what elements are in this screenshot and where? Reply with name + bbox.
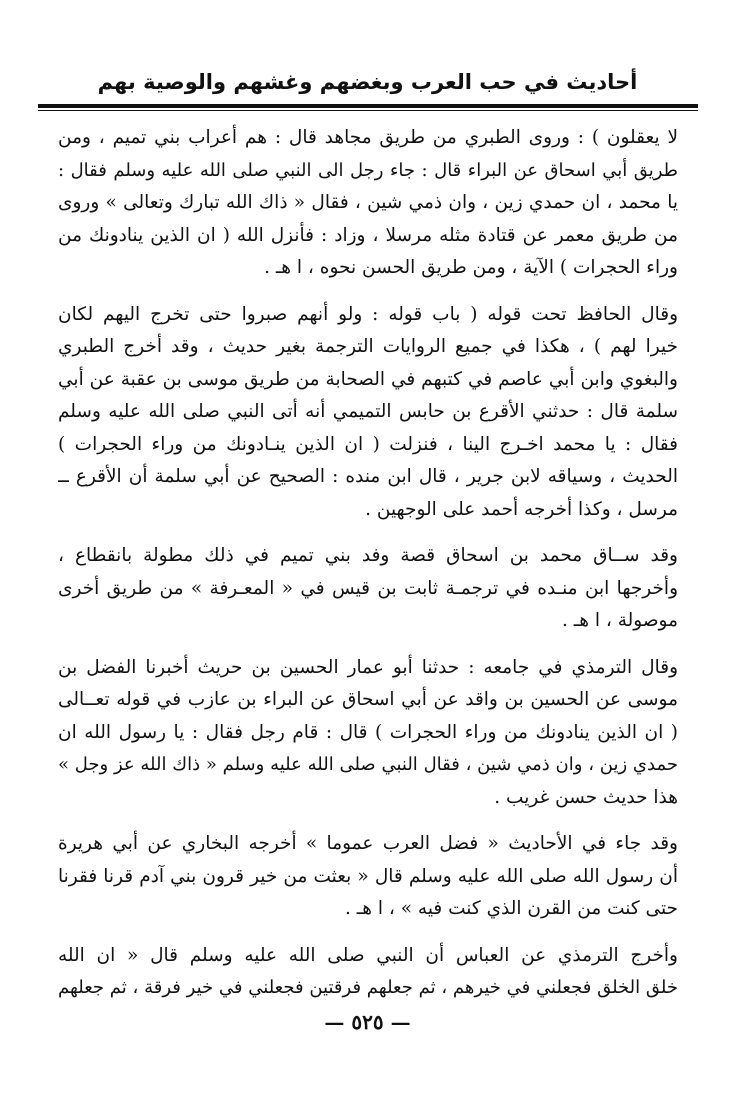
text-line: طريق أبي اسحاق عن البراء قال : جاء رجل الى النبي صلى الله عليه وسلم فقال : [58, 159, 678, 181]
text-line: وقد ســاق محمد بن اسحاق قصة وفد بني تميم في ذلك مطولة بانقطاع ، [58, 545, 678, 566]
text-line: الحديث ، وسياقه لابن جرير ، قال ابن منده : الصحيح عن أبي سلمة أن الأقرع ــ [58, 466, 678, 487]
header-rule [38, 104, 698, 108]
body-text [58, 122, 678, 1019]
text-line: خلق الخلق فجعلني في خيرهم ، ثم جعلهم فرقتين فجعلني في خير فرقة ، ثم جعلهم [58, 977, 678, 998]
text-line: وأخرج الترمذي عن العباس أن النبي صلى الله عليه وسلم قال « ان الله [58, 944, 678, 966]
text-line: فقال : يا محمد اخـرج الينا ، فنزلت ( ان الذين ينـادونك من وراء الحجرات ) [58, 433, 678, 455]
running-header: أحاديث في حب العرب وبغضهم وغشهم والوصية بهم [97, 70, 638, 94]
paragraph [58, 652, 678, 815]
text-line: أن رسول الله صلى الله عليه وسلم قال « بعثت من خير قرون بني آدم قرنا فقرنا [58, 865, 678, 887]
text-line: مرسل ، وكذا أخرجه أحمد على الوجهين . [365, 498, 678, 520]
text-line: وقد جاء في الأحاديث « فضل العرب عموما » أخرجه البخاري عن أبي هريرة [58, 833, 678, 854]
text-line: هذا حديث حسن غريب . [494, 786, 678, 808]
paragraph [58, 540, 678, 638]
text-line: وقال الترمذي في جامعه : حدثنا أبو عمار الحسين بن حريث أخبرنا الفضل بن [58, 656, 678, 678]
text-line: حتى كنت من القرن الذي كنت فيه » ، ا هـ . [345, 898, 678, 919]
text-line: خيرا لهم ) ، هكذا في جميع الروايات الترجمة بغير حديث ، وقد أخرج الطبري [58, 336, 678, 357]
paragraph [58, 122, 678, 285]
header-rule-thin [38, 110, 698, 111]
paragraph [58, 940, 678, 1005]
text-line: وأخرجها ابن منـده في ترجمـة ثابت بن قيس في « المعـرفة » من طريق أخرى [58, 577, 678, 599]
text-line: لا يعقلون ) : وروى الطبري من طريق مجاهد قال : هم أعراب بني تميم ، ومن [58, 127, 678, 148]
text-line: سلمة قال : حدثني الأقرع بن حابس التميمي أنه أتى النبي صلى الله عليه وسلم [58, 401, 678, 422]
page-number: — ٥٢٥ — [324, 1010, 411, 1034]
text-line: حمدي زين ، وان ذمي شين ، فقال النبي صلى الله عليه وسلم « ذاك الله عز وجل » [58, 754, 678, 775]
text-line: يا محمد ، ان حمدي زين ، وان ذمي شين ، فقال « ذاك الله تبارك وتعالى » وروى [58, 192, 678, 213]
text-line: ( ان الذين ينادونك من وراء الحجرات ) قال : قام رجل فقال : يا رسول الله ان [58, 721, 678, 743]
text-line: والبغوي وابن أبي عاصم في كتبهم في الصحابة من طريق موسى بن عقبة عن أبي [58, 368, 678, 390]
text-line: موصولة ، ا هـ . [562, 610, 678, 631]
text-line: من طريق معمر عن قتادة مثله مرسلا ، وزاد : فأنزل الله ( ان الذين ينادونك من [58, 224, 678, 246]
paragraph [58, 299, 678, 527]
text-line: وقال الحافظ تحت قوله ( باب قوله : ولو أنهم صبروا حتى تخرج اليهم لكان [58, 303, 678, 325]
paragraph [58, 828, 678, 926]
text-line: موسى عن الحسين بن واقد عن أبي اسحاق عن البراء بن عازب في قوله تعــالى [58, 689, 678, 710]
text-line: وراء الحجرات ) الآية ، ومن طريق الحسن نحوه ، ا هـ . [264, 257, 678, 278]
